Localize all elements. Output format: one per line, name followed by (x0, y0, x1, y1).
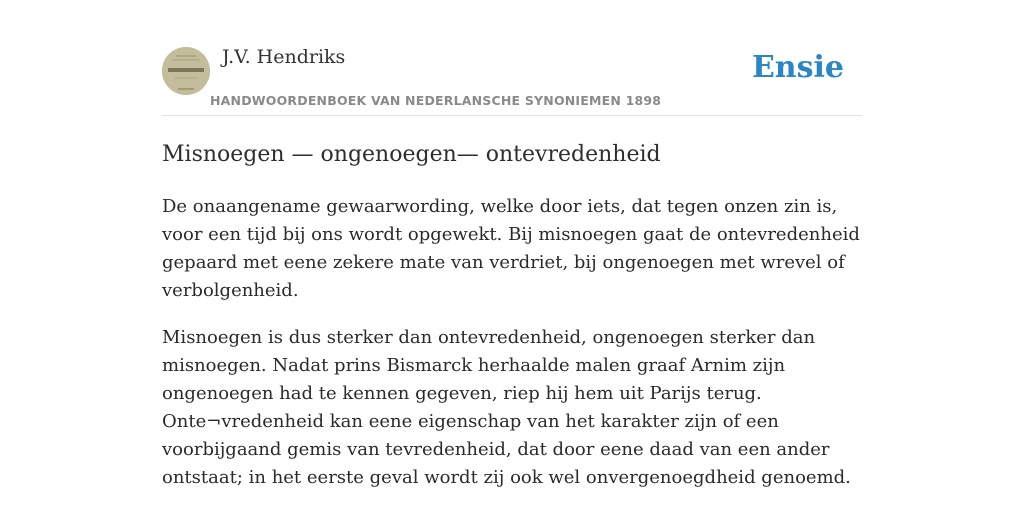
ensie-logo[interactable]: Ensie (751, 50, 844, 85)
entry-title: Misnoegen — ongenoegen— ontevredenheid (162, 142, 661, 167)
source-title[interactable]: HANDWOORDENBOEK VAN NEDERLANSCHE SYNONIEMEN 1898 (210, 93, 662, 108)
author-name[interactable]: J.V. Hendriks (222, 46, 346, 68)
entry-header (162, 0, 862, 116)
entry-card (162, 0, 862, 492)
entry-paragraph: Misnoegen is dus sterker dan ontevredenheid, ongenoegen sterker dan misnoegen. Nadat prins Bismarck herhaalde malen graaf Arnim zijn ongenoegen had te kennen gegeven, riep hij hem uit Parijs terug. Onte¬vredenheid kan eene eigenschap van het karakter zijn of een voorbijgaand gemis van tevredenheid, dat door eene daad van een ander ontstaat; in het eerste geval wordt zij ook wel onvergenoegdheid genoemd. (162, 327, 851, 488)
entry-paragraph: De onaangename gewaarwording, welke door iets, dat tegen onzen zin is, voor een tijd bij ons wordt opgewekt. Bij misnoegen gaat de ontevredenheid gepaard met eene zekere mate van verdriet, bij ongenoegen met wrevel of verbolgenheid. (162, 196, 860, 301)
book-cover-icon[interactable] (162, 47, 210, 95)
